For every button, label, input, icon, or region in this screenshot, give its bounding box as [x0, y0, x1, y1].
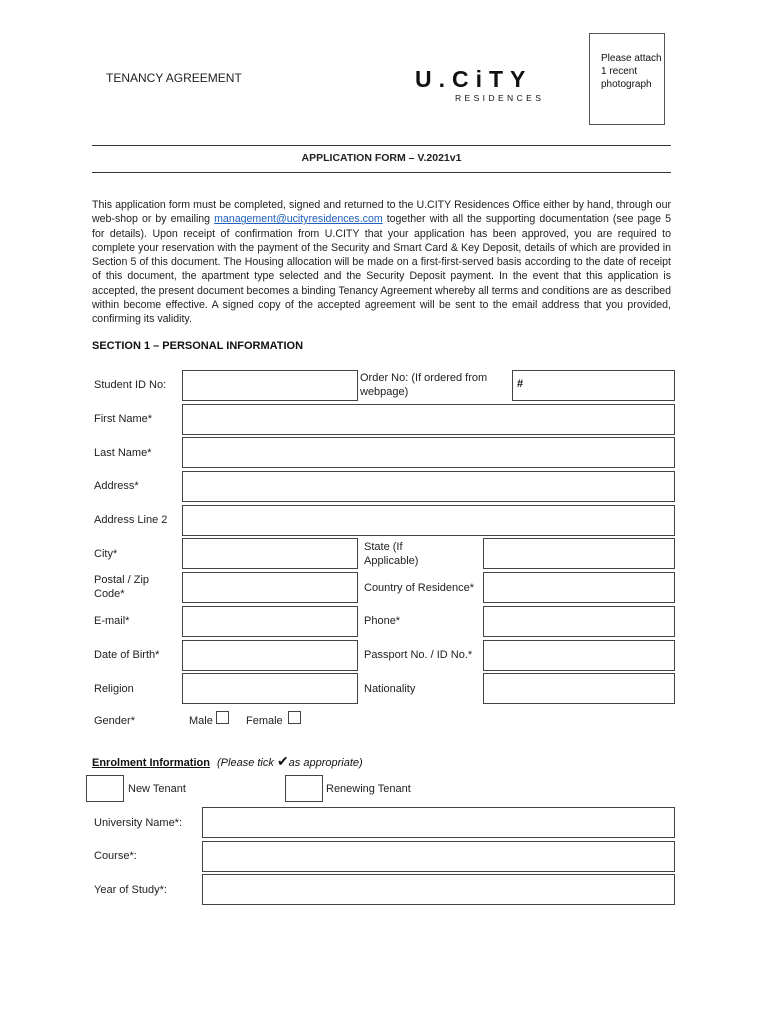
address-label: Address*: [94, 480, 139, 492]
year-label: Year of Study*:: [94, 884, 167, 896]
photo-note: Please attach 1 recent photograph: [601, 53, 662, 90]
gender-label: Gender*: [94, 715, 135, 727]
state-label: State (If Applicable): [364, 541, 419, 567]
university-field[interactable]: [202, 807, 675, 838]
divider-top: [92, 145, 671, 146]
address-field[interactable]: [182, 471, 675, 502]
religion-label: Religion: [94, 683, 134, 695]
intro-paragraph: This application form must be completed, signed and returned to the U.CITY Residences Office either by hand, through our web-shop or by emailing management@ucityresidences.com together with all the supporting documentation (see page 5 for details). Upon receipt of confirmation from U.CITY that your application has been approved, you are required to complete your reservation with the payment of the Security and Smart Card & Key Deposit, details of which are provided in Section 5 of this document. The Housing allocation will be made on a first-first-served basis according to the date of receipt of this document, the apartment type selected and the Security Deposit payment. In the event that this application is accepted, the present document becomes a binding Tenancy Agreement whereby all terms and conditions are as described within become effective. A signed copy of the accepted agreement will be sent to the email address that you provided, confirming its validity.: [92, 199, 671, 326]
enrolment-heading: Enrolment Information (Please tick ✔as appropriate): [92, 753, 363, 769]
ucity-logo: U.CiTY RESIDENCES: [415, 66, 545, 103]
passport-field[interactable]: [483, 640, 675, 671]
order-no-label: Order No: (If ordered from webpage): [360, 372, 488, 398]
state-field[interactable]: [483, 538, 675, 569]
new-tenant-checkbox[interactable]: [86, 775, 124, 802]
tick-icon: ✔: [276, 753, 289, 769]
renewing-tenant-label: Renewing Tenant: [326, 783, 411, 795]
document-title: TENANCY AGREEMENT: [106, 71, 242, 85]
religion-field[interactable]: [182, 673, 358, 704]
city-field[interactable]: [182, 538, 358, 569]
female-checkbox[interactable]: [288, 711, 301, 724]
address2-label: Address Line 2: [94, 514, 168, 526]
student-id-field[interactable]: [182, 370, 358, 401]
male-label: Male: [189, 715, 213, 727]
email-link[interactable]: management@ucityresidences.com: [214, 213, 383, 226]
first-name-field[interactable]: [182, 404, 675, 435]
male-checkbox[interactable]: [216, 711, 229, 724]
new-tenant-label: New Tenant: [128, 783, 186, 795]
student-id-label: Student ID No:: [94, 379, 167, 391]
postal-field[interactable]: [182, 572, 358, 603]
first-name-label: First Name*: [94, 413, 153, 425]
email-label: E-mail*: [94, 615, 130, 627]
form-title: APPLICATION FORM – V.2021v1: [301, 152, 462, 164]
address2-field[interactable]: [182, 505, 675, 536]
country-label: Country of Residence*: [364, 582, 475, 594]
photo-placeholder[interactable]: [589, 33, 665, 125]
renewing-tenant-checkbox[interactable]: [285, 775, 323, 802]
last-name-field[interactable]: [182, 437, 675, 468]
phone-label: Phone*: [364, 615, 401, 627]
dob-label: Date of Birth*: [94, 649, 160, 661]
passport-label: Passport No. / ID No.*: [364, 649, 473, 661]
country-field[interactable]: [483, 572, 675, 603]
phone-field[interactable]: [483, 606, 675, 637]
postal-label: Postal / Zip Code*: [94, 574, 150, 600]
nationality-field[interactable]: [483, 673, 675, 704]
dob-field[interactable]: [182, 640, 358, 671]
female-label: Female: [246, 715, 283, 727]
course-label: Course*:: [94, 850, 137, 862]
year-field[interactable]: [202, 874, 675, 905]
city-label: City*: [94, 548, 118, 560]
section1-title: SECTION 1 – PERSONAL INFORMATION: [92, 340, 304, 352]
order-no-field[interactable]: #: [512, 370, 675, 401]
divider-bottom: [92, 172, 671, 173]
last-name-label: Last Name*: [94, 447, 152, 459]
nationality-label: Nationality: [364, 683, 416, 695]
university-label: University Name*:: [94, 817, 183, 829]
course-field[interactable]: [202, 841, 675, 872]
email-field[interactable]: [182, 606, 358, 637]
